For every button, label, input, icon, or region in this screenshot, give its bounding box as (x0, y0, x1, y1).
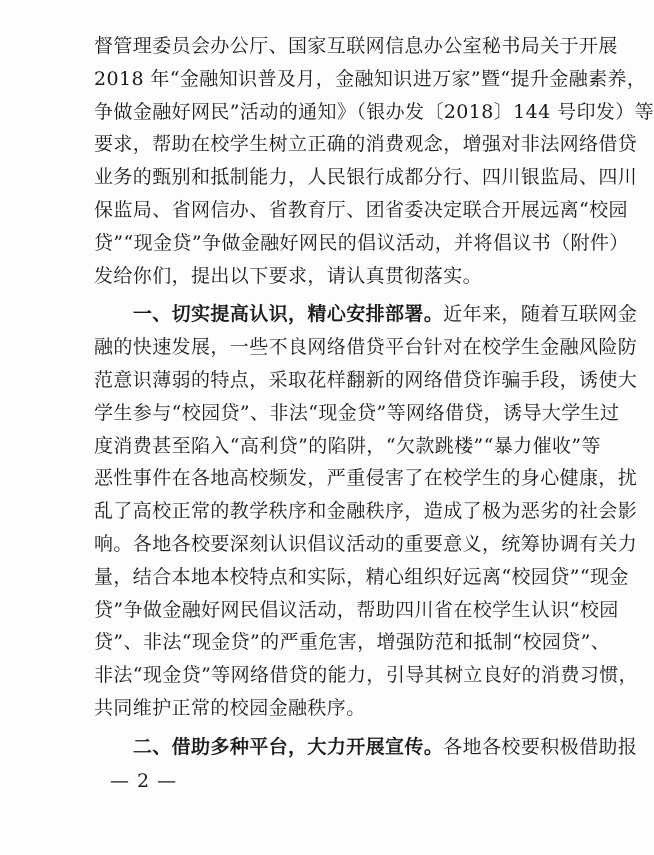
text-line: 非法“现金贷”等网络借贷的能力，引导其树立良好的消费习惯， (94, 664, 639, 687)
text-line: 恶性事件在各地高校频发，严重侵害了在校学生的身心健康，扰 (94, 467, 638, 490)
text-line: 2018 年“金融知识普及月，金融知识进万家”暨“提升金融素养， (94, 67, 647, 90)
section-heading-line (94, 731, 638, 764)
text-line: 量，结合本地本校特点和实际，精心组织好远离“校园贷”“现金 (94, 565, 629, 588)
text-line: 融的快速发展，一些不良网络借贷平台针对在校学生金融风险防 (94, 336, 638, 359)
text-line: 督管理委员会办公厅、国家互联网信息办公室秘书局关于开展 (94, 35, 618, 57)
text-line: 共同维护正常的校园金融秩序。 (94, 696, 366, 719)
text-line: 贷”“现金贷”争做金融好网民的倡议活动，并将倡议书（附件） (94, 231, 629, 254)
text-line: 保监局、省网信办、省教育厅、团省委决定联合开展远离“校园 (94, 198, 628, 221)
text-line: 发给你们，提出以下要求，请认真贯彻落实。 (94, 264, 483, 287)
document-body (94, 30, 654, 764)
text-line: 范意识薄弱的特点，采取花样翻新的网络借贷诈骗手段，诱使大 (94, 368, 638, 391)
section-two-paragraph (94, 731, 638, 764)
section-one-lead: 近年来，随着互联网金 (443, 303, 638, 326)
section-two-lead: 各地各校要积极借助报 (443, 735, 638, 758)
text-line: 度消费甚至陷入“高利贷”的陷阱，“欠款跳楼”“暴力催收”等 (94, 434, 601, 457)
intro-paragraph (94, 30, 654, 292)
section-one-heading: 一、切实提高认识，精心安排部署。 (132, 303, 444, 326)
text-line: 贷”争做金融好网民倡议活动，帮助四川省在校学生认识“校园 (94, 598, 619, 621)
section-one-paragraph (94, 298, 639, 724)
text-line: 响。各地各校要深刻认识倡议活动的重要意义，统筹协调有关力 (94, 532, 638, 555)
section-two-heading: 二、借助多种平台，大力开展宣传。 (132, 735, 444, 758)
text-line: 要求，帮助在校学生树立正确的消费观念，增强对非法网络借贷 (94, 133, 638, 156)
text-line: 业务的甄别和抵制能力，人民银行成都分行、四川银监局、四川 (94, 166, 638, 189)
text-line: 乱了高校正常的教学秩序和金融秩序，造成了极为恶劣的社会影 (94, 500, 638, 523)
text-line: 贷”、非法“现金贷”的严重危害，增强防范和抵制“校园贷”、 (94, 631, 611, 654)
text-line: 学生参与“校园贷”、非法“现金贷”等网络借贷，诱导大学生过 (94, 401, 620, 424)
page-number: — 2 — (110, 770, 178, 792)
text-line: 争做金融好网民”活动的通知》（银办发〔2018〕144 号印发）等 (94, 100, 654, 123)
section-heading-line (94, 298, 638, 331)
